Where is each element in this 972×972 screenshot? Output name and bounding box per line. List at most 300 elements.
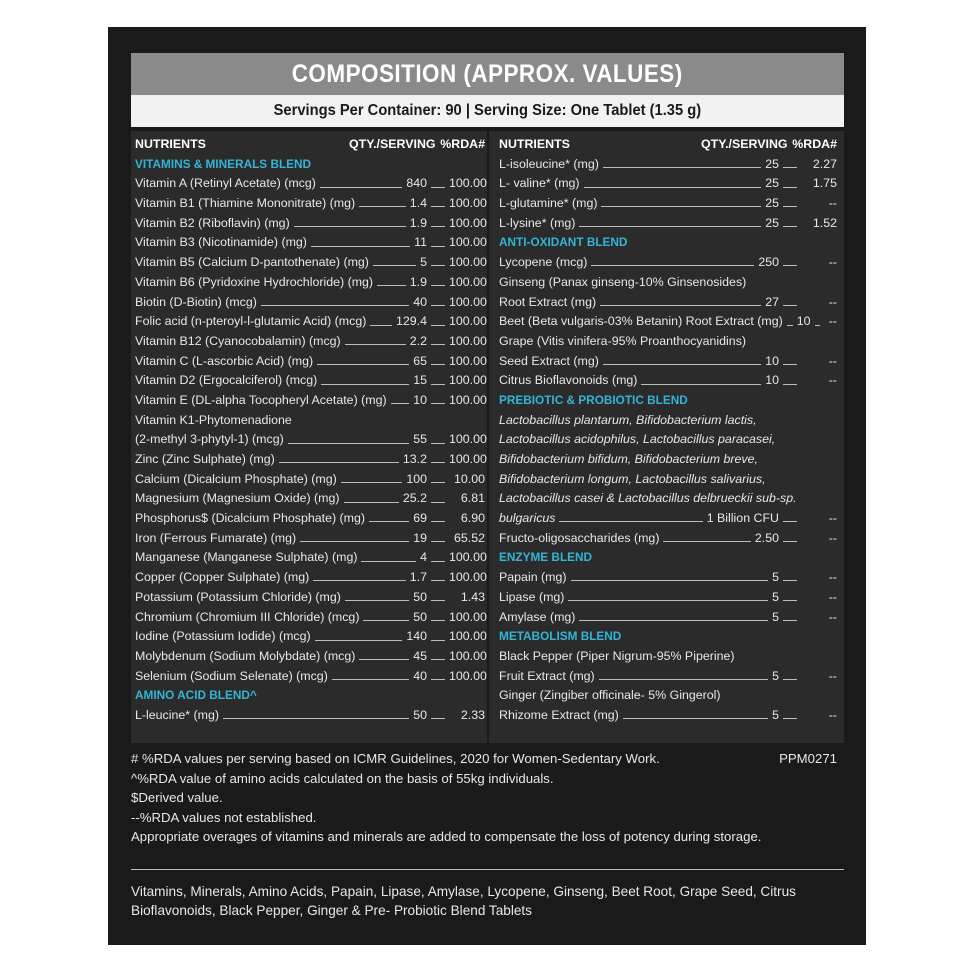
nutrient-rda: 100.00 — [449, 353, 487, 368]
nutrient-qty: 1.9 — [409, 215, 427, 230]
nutrient-rda: 10.00 — [453, 471, 485, 486]
label-panel — [108, 27, 866, 945]
nutrient-name: Biotin (D-Biotin) (mcg) — [135, 294, 257, 309]
leader-line — [359, 659, 409, 660]
nutrient-row — [135, 194, 485, 214]
nutrient-row — [135, 312, 485, 332]
nutrient-rda: 100.00 — [449, 235, 487, 250]
nutrient-row — [499, 214, 837, 234]
leader-line — [431, 659, 445, 660]
nutrient-rda: 100.00 — [449, 314, 487, 329]
leader-line — [431, 482, 445, 483]
leader-line — [361, 561, 416, 562]
nutrient-text — [499, 686, 837, 706]
product-code: PPM0271 — [779, 751, 837, 766]
nutrient-qty: 55 — [413, 432, 427, 447]
nutrient-name: Copper (Copper Sulphate) (mg) — [135, 570, 310, 585]
leader-line — [663, 541, 750, 542]
nutrient-rda: -- — [828, 255, 837, 270]
nutrient-name: Vitamin B6 (Pyridoxine Hydrochloride) (mg) — [135, 274, 374, 289]
nutrient-rda: -- — [828, 707, 837, 722]
nutrient-name: Vitamin B3 (Nicotinamide) (mg) — [135, 235, 307, 250]
nutrient-name: Lycopene (mcg) — [499, 255, 588, 270]
leader-line — [783, 187, 797, 188]
footnote-line: --%RDA values not established. — [131, 809, 317, 825]
leader-line — [294, 226, 406, 227]
leader-line — [783, 265, 797, 266]
nutrient-rda: 100.00 — [449, 255, 487, 270]
header-qty: QTY./SERVING — [701, 137, 788, 151]
nutrient-name: Manganese (Manganese Sulphate) (mg) — [135, 550, 358, 565]
nutrient-name: Ginseng (Panax ginseng-10% Ginsenosides) — [499, 274, 747, 289]
nutrient-name: Citrus Bioflavonoids (mg) — [499, 373, 638, 388]
serving-bar — [131, 95, 844, 127]
nutrient-rda: 100.00 — [449, 392, 487, 407]
leader-line — [431, 462, 445, 463]
leader-line — [288, 443, 409, 444]
nutrient-name: Vitamin D2 (Ergocalciferol) (mcg) — [135, 373, 318, 388]
leader-line — [431, 246, 445, 247]
nutrient-qty: 25 — [765, 215, 779, 230]
leader-line — [571, 580, 769, 581]
column-header — [135, 135, 485, 155]
nutrient-row — [135, 371, 485, 391]
nutrient-row — [499, 667, 837, 687]
nutrient-rda: 100.00 — [449, 668, 487, 683]
nutrient-column-right — [499, 135, 837, 726]
nutrient-row — [135, 253, 485, 273]
footnote-line: ^%RDA value of amino acids calculated on the basis of 55kg individuals. — [131, 770, 554, 786]
nutrient-name: L-isoleucine* (mg) — [499, 156, 599, 171]
nutrient-qty: 50 — [413, 609, 427, 624]
nutrient-qty: 140 — [406, 629, 427, 644]
nutrient-text — [135, 411, 485, 431]
nutrient-row — [135, 332, 485, 352]
nutrient-qty: 25.2 — [402, 491, 427, 506]
leader-line — [623, 718, 768, 719]
nutrient-name: Bifidobacterium bifidum, Bifidobacterium breve, — [499, 452, 758, 466]
leader-line — [641, 384, 761, 385]
footnote-line: Appropriate overages of vitamins and minerals are added to compensate the loss of potency during storage. — [131, 829, 762, 844]
nutrient-row — [135, 706, 485, 726]
leader-line — [601, 206, 761, 207]
header-nutrients: NUTRIENTS — [135, 137, 206, 151]
nutrient-name: Fruit Extract (mg) — [499, 668, 595, 683]
page-title: COMPOSITION (APPROX. VALUES) — [292, 59, 683, 88]
nutrient-row — [135, 588, 485, 608]
nutrient-name: Fructo-oligosaccharides (mg) — [499, 530, 660, 545]
ingredients-text: Vitamins, Minerals, Amino Acids, Papain, Lipase, Amylase, Lycopene, Ginseng, Beet Root, Grape Seed, Citrus Bioflavonoids, Black Pepper, Ginger & Pre- Probiotic Blend Tablets — [131, 884, 796, 918]
leader-line — [783, 679, 797, 680]
nutrient-qty: 5 — [772, 609, 779, 624]
nutrient-rda: 100.00 — [449, 609, 487, 624]
leader-line — [603, 364, 761, 365]
nutrient-qty: 50 — [413, 589, 427, 604]
nutrient-row — [499, 253, 837, 273]
nutrient-row — [135, 352, 485, 372]
leader-line — [783, 384, 797, 385]
nutrient-rda: 100.00 — [449, 373, 487, 388]
nutrient-qty: 13.2 — [402, 452, 427, 466]
nutrient-text — [499, 647, 837, 667]
nutrient-name: Vitamin C (L-ascorbic Acid) (mg) — [135, 353, 314, 368]
nutrient-rda: 1.43 — [460, 589, 485, 604]
leader-line — [815, 325, 820, 326]
nutrient-qty: 15 — [413, 373, 427, 388]
nutrient-rda: 100.00 — [449, 196, 487, 211]
nutrient-name: Lipase (mg) — [499, 589, 565, 604]
nutrient-row — [499, 529, 837, 549]
nutrient-qty: 25 — [765, 156, 779, 171]
nutrient-row — [135, 214, 485, 234]
nutrient-name: Iron (Ferrous Fumarate) (mg) — [135, 530, 297, 545]
section-heading: ANTI-OXIDANT BLEND — [499, 235, 628, 250]
nutrient-qty: 10 — [413, 392, 427, 407]
footnote-line: $Derived value. — [131, 790, 223, 805]
nutrient-qty: 5 — [772, 668, 779, 683]
header-rda: %RDA# — [440, 137, 485, 151]
nutrient-rda: -- — [828, 373, 837, 388]
leader-line — [431, 403, 445, 404]
leader-line — [783, 600, 797, 601]
nutrient-name: Selenium (Sodium Selenate) (mcg) — [135, 668, 328, 683]
nutrient-row — [135, 647, 485, 667]
nutrient-text — [499, 273, 837, 293]
nutrient-name: Iodine (Potassium Iodide) (mcg) — [135, 629, 311, 644]
nutrient-rda: 100.00 — [449, 629, 487, 644]
leader-line — [431, 206, 445, 207]
nutrient-qty: 40 — [413, 294, 427, 309]
nutrient-rda: 100.00 — [449, 274, 487, 289]
nutrient-qty: 5 — [772, 589, 779, 604]
leader-line — [431, 580, 445, 581]
leader-line — [223, 718, 409, 719]
leader-line — [313, 580, 406, 581]
nutrient-name: Root Extract (mg) — [499, 294, 597, 309]
nutrient-rda: 1.75 — [812, 176, 837, 191]
nutrient-row — [135, 233, 485, 253]
nutrient-name: bulgaricus — [499, 511, 556, 526]
leader-line — [431, 640, 445, 641]
nutrient-rda: 100.00 — [449, 176, 487, 191]
nutrient-qty: 25 — [765, 196, 779, 211]
nutrient-row — [135, 391, 485, 411]
nutrient-name: L-leucine* (mg) — [135, 707, 220, 722]
nutrient-row — [499, 293, 837, 313]
leader-line — [373, 265, 416, 266]
nutrient-name: Folic acid (n-pteroyl-l-glutamic Acid) (mcg) — [135, 314, 367, 329]
nutrient-qty: 65 — [413, 353, 427, 368]
leader-line — [600, 305, 761, 306]
section-heading: METABOLISM BLEND — [499, 629, 622, 644]
footnotes — [131, 749, 844, 847]
nutrient-name: Papain (mg) — [499, 570, 567, 585]
nutrient-qty: 840 — [406, 176, 427, 191]
leader-line — [345, 600, 409, 601]
nutrient-name: Vitamin B5 (Calcium D-pantothenate) (mg) — [135, 255, 369, 270]
nutrient-rda: 100.00 — [449, 452, 487, 466]
nutrient-name: Seed Extract (mg) — [499, 353, 599, 368]
leader-line — [377, 285, 406, 286]
nutrient-rda: 100.00 — [449, 333, 487, 348]
nutrient-name: Vitamin B2 (Riboflavin) (mg) — [135, 215, 290, 230]
nutrient-rda: -- — [828, 314, 837, 329]
nutrient-name: Lactobacillus plantarum, Bifidobacterium lactis, — [499, 412, 757, 427]
leader-line — [431, 285, 445, 286]
leader-line — [431, 620, 445, 621]
nutrient-name: L-glutamine* (mg) — [499, 196, 598, 211]
nutrient-name: Potassium (Potassium Chloride) (mg) — [135, 589, 341, 604]
leader-line — [783, 620, 797, 621]
nutrient-row — [135, 568, 485, 588]
nutrient-rda: 100.00 — [449, 215, 487, 230]
nutrient-row — [135, 430, 485, 450]
leader-line — [783, 206, 797, 207]
divider — [131, 869, 844, 870]
nutrient-name: Black Pepper (Piper Nigrum-95% Piperine) — [499, 648, 735, 663]
nutrient-row — [499, 194, 837, 214]
nutrient-rda: 100.00 — [449, 550, 487, 565]
nutrient-name: Molybdenum (Sodium Molybdate) (mcg) — [135, 648, 356, 663]
nutrient-row — [499, 371, 837, 391]
leader-line — [359, 206, 406, 207]
nutrient-row — [135, 470, 485, 490]
nutrient-qty: 1.7 — [409, 570, 427, 585]
nutrient-qty: 69 — [413, 511, 427, 526]
leader-line — [431, 561, 445, 562]
leader-line — [261, 305, 409, 306]
nutrient-column-left — [135, 135, 485, 726]
leader-line — [783, 541, 797, 542]
nutrient-table — [131, 131, 844, 743]
nutrient-name: Lactobacillus casei & Lactobacillus delbrueckii sub-sp. — [499, 491, 797, 506]
nutrient-text — [499, 450, 837, 470]
nutrient-name: (2-methyl 3-phytyl-1) (mcg) — [135, 432, 284, 447]
nutrient-qty: 25 — [765, 176, 779, 191]
nutrient-row — [135, 548, 485, 568]
nutrient-row — [499, 174, 837, 194]
leader-line — [431, 718, 445, 719]
leader-line — [591, 265, 754, 266]
nutrient-rda: -- — [828, 668, 837, 683]
nutrient-row — [499, 352, 837, 372]
nutrient-row — [499, 155, 837, 175]
leader-line — [568, 600, 768, 601]
nutrient-qty: 2.2 — [409, 333, 427, 348]
nutrient-rda: 100.00 — [449, 648, 487, 663]
leader-line — [783, 718, 797, 719]
leader-line — [345, 344, 406, 345]
leader-line — [431, 679, 445, 680]
leader-line — [320, 187, 402, 188]
leader-line — [603, 167, 761, 168]
leader-line — [431, 265, 445, 266]
nutrient-qty: 1 Billion CFU — [706, 511, 779, 526]
nutrient-rda: 100.00 — [449, 570, 487, 585]
nutrient-qty: 1.4 — [409, 196, 427, 211]
header-qty: QTY./SERVING — [349, 137, 436, 151]
nutrient-qty: 2.50 — [754, 530, 779, 545]
nutrient-qty: 10 — [765, 373, 779, 388]
nutrient-name: Phosphorus$ (Dicalcium Phosphate) (mg) — [135, 511, 366, 526]
nutrient-row — [499, 706, 837, 726]
nutrient-rda: -- — [828, 353, 837, 368]
leader-line — [431, 384, 445, 385]
leader-line — [783, 364, 797, 365]
nutrient-row — [135, 608, 485, 628]
leader-line — [431, 502, 445, 503]
leader-line — [787, 325, 793, 326]
leader-line — [370, 325, 392, 326]
leader-line — [431, 364, 445, 365]
nutrient-name: Vitamin B1 (Thiamine Mononitrate) (mg) — [135, 196, 356, 211]
leader-line — [783, 226, 797, 227]
nutrient-name: Ginger (Zingiber officinale- 5% Gingerol) — [499, 688, 721, 703]
nutrient-name: Zinc (Zinc Sulphate) (mg) — [135, 452, 275, 466]
leader-line — [431, 344, 445, 345]
nutrient-name: Lactobacillus acidophilus, Lactobacillus paracasei, — [499, 432, 776, 447]
leader-line — [344, 502, 399, 503]
nutrient-qty: 40 — [413, 668, 427, 683]
section-heading: ENZYME BLEND — [499, 550, 593, 565]
nutrient-rda: -- — [828, 609, 837, 624]
nutrient-qty: 45 — [413, 648, 427, 663]
section-heading: AMINO ACID BLEND^ — [135, 688, 257, 703]
title-bar — [131, 53, 844, 95]
section-heading: PREBIOTIC & PROBIOTIC BLEND — [499, 392, 688, 407]
nutrient-row — [135, 273, 485, 293]
nutrient-name: Beet (Beta vulgaris-03% Betanin) Root Extract (mg) — [499, 314, 783, 329]
nutrient-text — [499, 332, 837, 352]
leader-line — [363, 620, 409, 621]
leader-line — [431, 541, 445, 542]
nutrient-row — [135, 529, 485, 549]
leader-line — [431, 521, 445, 522]
leader-line — [599, 679, 768, 680]
leader-line — [391, 403, 410, 404]
nutrient-row — [135, 667, 485, 687]
header-nutrients: NUTRIENTS — [499, 137, 570, 151]
nutrient-name: Bifidobacterium longum, Lactobacillus salivarius, — [499, 471, 766, 486]
nutrient-text — [499, 430, 837, 450]
nutrient-name: Rhizome Extract (mg) — [499, 707, 619, 722]
leader-line — [783, 580, 797, 581]
nutrient-rda: 100.00 — [449, 294, 487, 309]
nutrient-name: Chromium (Chromium III Chloride) (mcg) — [135, 609, 360, 624]
leader-line — [311, 246, 410, 247]
nutrient-name: Calcium (Dicalcium Phosphate) (mg) — [135, 471, 337, 486]
nutrient-qty: 11 — [414, 235, 427, 250]
leader-line — [431, 187, 445, 188]
leader-line — [431, 226, 445, 227]
nutrient-qty: 5 — [420, 255, 427, 270]
nutrient-name: Vitamin K1-Phytomenadione — [135, 412, 292, 427]
leader-line — [317, 364, 409, 365]
nutrient-rda: -- — [828, 530, 837, 545]
nutrient-qty: 19 — [413, 530, 427, 545]
nutrient-row — [135, 627, 485, 647]
nutrient-name: Vitamin B12 (Cyanocobalamin) (mcg) — [135, 333, 341, 348]
footnote-line: # %RDA values per serving based on ICMR Guidelines, 2020 for Women-Sedentary Work. — [131, 751, 660, 766]
nutrient-row — [135, 293, 485, 313]
leader-line — [431, 325, 445, 326]
nutrient-rda: -- — [828, 196, 837, 211]
nutrient-row — [135, 174, 485, 194]
nutrient-row — [499, 608, 837, 628]
nutrient-name: Vitamin A (Retinyl Acetate) (mcg) — [135, 176, 316, 191]
nutrient-rda: 100.00 — [449, 432, 487, 447]
leader-line — [559, 521, 702, 522]
leader-line — [783, 521, 797, 522]
nutrient-qty: 50 — [413, 707, 427, 722]
leader-line — [341, 482, 403, 483]
nutrient-rda: 65.52 — [453, 530, 485, 545]
nutrient-name: L-lysine* (mg) — [499, 215, 576, 230]
leader-line — [783, 305, 797, 306]
nutrient-text — [499, 411, 837, 431]
nutrient-rda: 1.52 — [812, 215, 837, 230]
leader-line — [321, 384, 409, 385]
nutrient-name: Magnesium (Magnesium Oxide) (mg) — [135, 491, 340, 506]
leader-line — [431, 305, 445, 306]
nutrient-qty: 10 — [796, 314, 811, 329]
nutrient-row — [499, 312, 837, 332]
nutrient-row — [499, 568, 837, 588]
nutrient-text — [499, 489, 837, 509]
nutrient-row — [499, 588, 837, 608]
nutrient-row — [135, 509, 485, 529]
nutrient-name: Grape (Vitis vinifera-95% Proanthocyanidins) — [499, 333, 747, 348]
nutrient-row — [499, 509, 837, 529]
header-rda: %RDA# — [792, 137, 837, 151]
nutrient-row — [135, 450, 485, 470]
nutrient-rda: -- — [828, 511, 837, 526]
leader-line — [369, 521, 409, 522]
leader-line — [783, 167, 797, 168]
nutrient-qty: 4 — [420, 550, 427, 565]
leader-line — [579, 226, 761, 227]
nutrient-rda: -- — [828, 294, 837, 309]
nutrient-rda: 6.90 — [460, 511, 485, 526]
section-heading: VITAMINS & MINERALS BLEND — [135, 156, 312, 171]
leader-line — [332, 679, 409, 680]
table-divider — [487, 131, 489, 743]
nutrient-qty: 100 — [406, 471, 427, 486]
nutrient-rda: 2.27 — [812, 156, 837, 171]
nutrient-name: L- valine* (mg) — [499, 176, 580, 191]
nutrient-rda: -- — [828, 589, 837, 604]
nutrient-rda: 6.81 — [460, 491, 485, 506]
nutrient-row — [135, 489, 485, 509]
nutrient-rda: 2.33 — [460, 707, 485, 722]
nutrient-qty: 27 — [765, 294, 779, 309]
leader-line — [279, 462, 399, 463]
nutrient-text — [499, 470, 837, 490]
nutrient-rda: -- — [828, 570, 837, 585]
serving-info: Servings Per Container: 90 | Serving Size: One Tablet (1.35 g) — [273, 102, 702, 119]
nutrient-name: Vitamin E (DL-alpha Tocopheryl Acetate) (mg) — [135, 392, 387, 407]
nutrient-qty: 5 — [772, 707, 779, 722]
leader-line — [300, 541, 409, 542]
nutrient-qty: 129.4 — [395, 314, 427, 329]
leader-line — [431, 443, 445, 444]
column-header — [499, 135, 837, 155]
nutrient-name: Amylase (mg) — [499, 609, 576, 624]
leader-line — [315, 640, 403, 641]
nutrient-qty: 10 — [765, 353, 779, 368]
leader-line — [584, 187, 762, 188]
nutrient-qty: 5 — [772, 570, 779, 585]
